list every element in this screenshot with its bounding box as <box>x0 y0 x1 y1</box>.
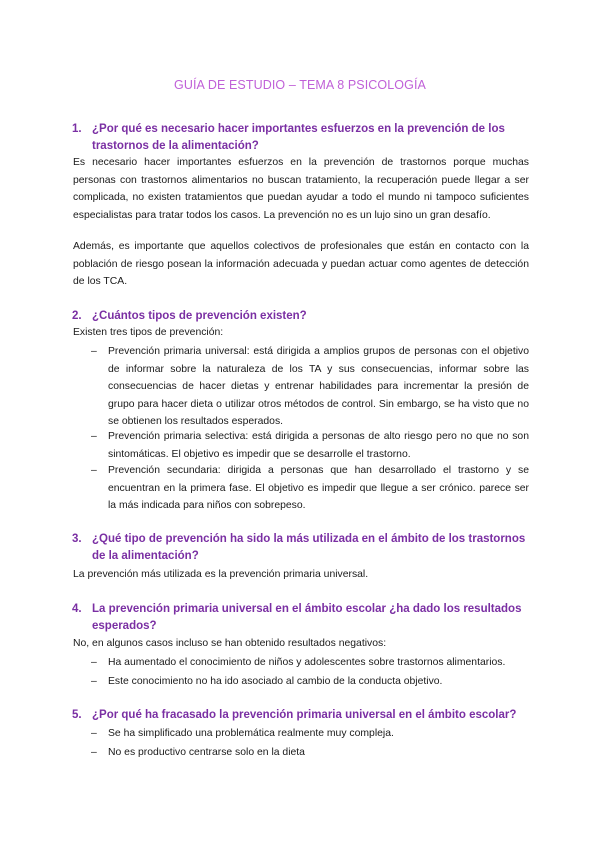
list-item <box>91 428 529 463</box>
question-2 <box>72 308 529 325</box>
question-number: 5. <box>72 709 82 721</box>
dash-bullet: – <box>91 465 97 476</box>
question-5 <box>72 707 529 724</box>
list-item <box>91 462 529 515</box>
answer-paragraph: Además, es importante que aquellos colectivos de profesionales que están en contacto con la población de riesgo posean la información adecuada y puedan actuar como agentes de detección de los TCA. <box>73 241 529 288</box>
list-item <box>91 744 529 762</box>
question-number: 2. <box>72 310 82 322</box>
question-text: ¿Por qué ha fracasado la prevención primaria universal en el ámbito escolar? <box>92 709 517 721</box>
list-item <box>91 654 529 672</box>
list-item-text: Prevención primaria selectiva: está dirigida a personas de alto riesgo pero no que no son sintomáticas. El objetivo es impedir que se desarrolle el trastorno. <box>108 431 529 460</box>
question-3 <box>72 531 529 565</box>
answer-intro: Existen tres tipos de prevención: <box>73 327 224 338</box>
question-text: ¿Cuántos tipos de prevención existen? <box>92 310 307 322</box>
question-number: 1. <box>72 123 82 135</box>
question-text: ¿Por qué es necesario hacer importantes esfuerzos en la prevención de los trastornos de la alimentación? <box>92 123 505 152</box>
list-item <box>91 725 529 743</box>
question-1 <box>72 121 529 155</box>
dash-bullet: – <box>91 346 97 357</box>
list-item-text: Prevención primaria universal: está dirigida a amplios grupos de personas con el objetivo de informar sobre la naturaleza de los TA y sus consecuencias, informar sobre las consecuencias de hacer dietas y entrenar habilidades para incrementar la presión de grupo para hacer dieta o utilizar otros métodos de control. Sin embargo, se ha visto que no se obtienen los resultados esperados. <box>108 346 529 428</box>
dash-bullet: – <box>91 747 97 758</box>
dash-bullet: – <box>91 676 97 687</box>
list-item-text: Se ha simplificado una problemática realmente muy compleja. <box>108 728 394 739</box>
list-item <box>91 673 529 691</box>
list-item-text: Prevención secundaria: dirigida a personas que han desarrollado el trastorno y se encuentran en la primera fase. El objetivo es impedir que llegue a ser crónico. parece ser la más indicada para niños con sobrepeso. <box>108 465 529 512</box>
document-title: GUÍA DE ESTUDIO – TEMA 8 PSICOLOGÍA <box>174 78 426 92</box>
dash-bullet: – <box>91 728 97 739</box>
list-item-text: No es productivo centrarse solo en la dieta <box>108 747 305 758</box>
list-item-text: Ha aumentado el conocimiento de niños y adolescentes sobre trastornos alimentarios. <box>108 657 506 668</box>
question-number: 3. <box>72 533 82 545</box>
answer-paragraph: Es necesario hacer importantes esfuerzos en la prevención de trastornos porque muchas personas con trastornos alimentarios no buscan tratamiento, la recuperación puede llegar a ser complicada, no existen tratamientos que puedan ayudar a todo el mundo ni tampoco suficientes especialistas para tratar todos los casos. La prevención no es un lujo sino un gran desafío. <box>73 157 529 221</box>
dash-bullet: – <box>91 657 97 668</box>
dash-bullet: – <box>91 431 97 442</box>
question-text: ¿Qué tipo de prevención ha sido la más utilizada en el ámbito de los trastornos de la alimentación? <box>92 533 526 562</box>
answer-intro: No, en algunos casos incluso se han obtenido resultados negativos: <box>73 638 387 649</box>
list-item <box>91 343 529 431</box>
list-item-text: Este conocimiento no ha ido asociado al cambio de la conducta objetivo. <box>108 676 443 687</box>
question-4 <box>72 601 529 635</box>
question-text: La prevención primaria universal en el ámbito escolar ¿ha dado los resultados esperados? <box>92 603 522 632</box>
question-number: 4. <box>72 603 82 615</box>
answer-paragraph: La prevención más utilizada es la prevención primaria universal. <box>73 569 369 580</box>
